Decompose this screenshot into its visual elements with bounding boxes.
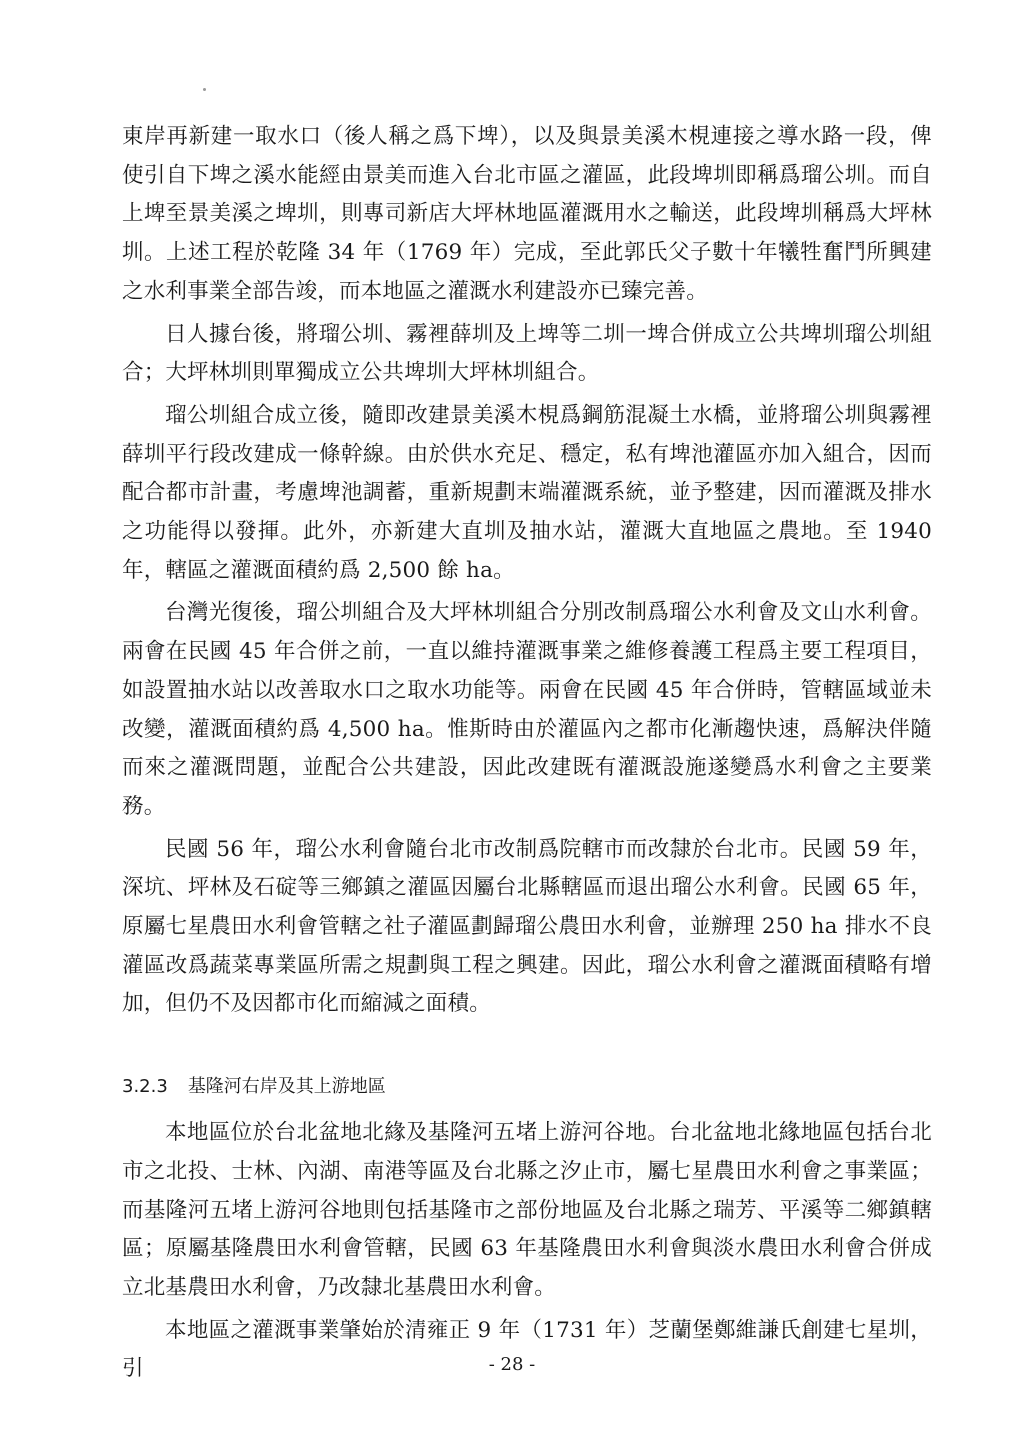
body-paragraph: 本地區位於台北盆地北緣及基隆河五堵上游河谷地。台北盆地北緣地區包括台北市之北投、士林、內湖、南港等區及台北縣之汐止市，屬七星農田水利會之事業區；而基隆河五堵上游河谷地則包括基隆市之部份地區及台北縣之瑞芳、平溪等二鄉鎮轄區；原屬基隆農田水利會管轄，民國 63 年基隆農田水利會與淡水農田水利會合併成立北基農田水利會，乃改隸北基農田水利會。 (122, 1120, 932, 1300)
scan-speck (203, 88, 206, 91)
body-paragraph: 台灣光復後，瑠公圳組合及大坪林圳組合分別改制爲瑠公水利會及文山水利會。兩會在民國 45 年合併之前，一直以維持灌溉事業之維修養護工程爲主要工程項目，如設置抽水站以改善取水口之取水功能等。兩會在民國 45 年合併時，管轄區域並未改變，灌溉面積約爲 4,500 ha。惟斯時由於灌區內之都市化漸趨快速，爲解決伴隨而來之灌溉問題，並配合公共建設，因此改建既有灌溉設施遂變爲水利會之主要業務。 (122, 600, 932, 819)
section-heading (122, 1072, 932, 1102)
body-paragraph: 日人據台後，將瑠公圳、霧裡薛圳及上埤等二圳一埤合併成立公共埤圳瑠公圳組合；大坪林圳則單獨成立公共埤圳大坪林圳組合。 (122, 321, 932, 386)
page-number: - 28 - (488, 1354, 536, 1375)
body-paragraph: 瑠公圳組合成立後，隨即改建景美溪木梘爲鋼筋混凝土水橋，並將瑠公圳與霧裡薛圳平行段改建成一條幹線。由於供水充足、穩定，私有埤池灌區亦加入組合，因而配合都市計畫，考慮埤池調蓄，重新規劃末端灌溉系統，並予整建，因而灌溉及排水之功能得以發揮。此外，亦新建大直圳及抽水站，灌溉大直地區之農地。至 1940 年，轄區之灌溉面積約爲 2,500 餘 ha。 (122, 402, 932, 583)
body-paragraph: 東岸再新建一取水口（後人稱之爲下埤），以及與景美溪木梘連接之導水路一段，俾使引自下埤之溪水能經由景美而進入台北市區之灌區，此段埤圳即稱爲瑠公圳。而自上埤至景美溪之埤圳，則專司新店大坪林地區灌溉用水之輸送，此段埤圳稱爲大坪林圳。上述工程於乾隆 34 年（1769 年）完成，至此郭氏父子數十年犧牲奮鬥所興建之水利事業全部告竣，而本地區之灌溉水利建設亦已臻完善。 (122, 124, 932, 304)
section-number: 3.2.3 (122, 1076, 168, 1098)
page-body (122, 118, 932, 1393)
body-paragraph: 本地區之灌溉事業肇始於清雍正 9 年（1731 年）芝蘭堡鄭維謙氏創建七星圳，引 (122, 1317, 932, 1382)
section-title: 基隆河右岸及其上游地區 (187, 1076, 386, 1098)
body-paragraph: 民國 56 年，瑠公水利會隨台北市改制爲院轄市而改隸於台北市。民國 59 年，深坑、坪林及石碇等三鄉鎮之灌區因屬台北縣轄區而退出瑠公水利會。民國 65 年，原屬七星農田水利會管轄之社子灌區劃歸瑠公農田水利會，並辦理 250 ha 排水不良灌區改爲蔬菜專業區所需之規劃與工程之興建。因此，瑠公水利會之灌溉面積略有增加，但仍不及因都市化而縮減之面積。 (122, 836, 932, 1017)
